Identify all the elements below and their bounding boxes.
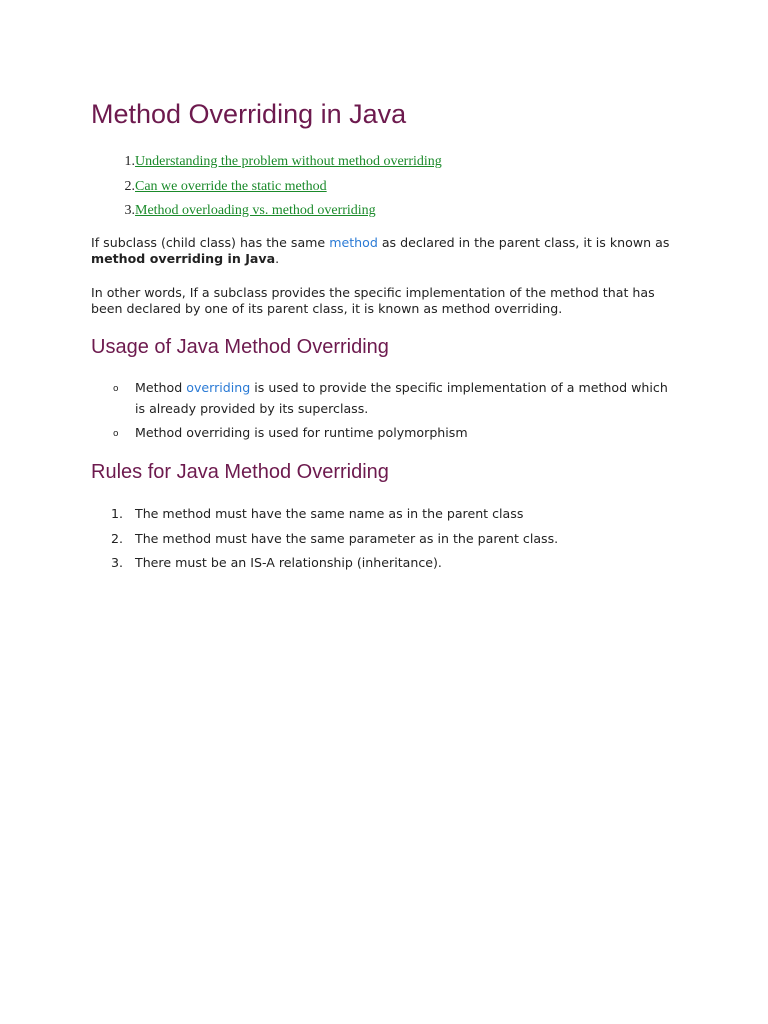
rule-number: 3. xyxy=(111,555,124,570)
toc-item-number: 1. xyxy=(124,154,135,169)
toc-item xyxy=(91,150,442,175)
intro-text-end: . xyxy=(275,251,280,266)
usage-list xyxy=(91,378,681,448)
page-title: Method Overriding in Java xyxy=(91,99,407,129)
other-words-paragraph: In other words, If a subclass provides the specific implementation of the method that has been declared by one of its parent class, it is known as method overriding. xyxy=(91,285,655,316)
rule-text: There must be an IS-A relationship (inheritance). xyxy=(135,555,442,570)
overriding-link[interactable]: overriding xyxy=(186,380,251,395)
rule-number: 2. xyxy=(111,530,124,546)
intro-text: If subclass (child class) has the same xyxy=(91,235,330,250)
rule-item xyxy=(91,551,681,576)
toc-link-override-static-method[interactable]: Can we override the static method xyxy=(135,178,327,194)
rules-list xyxy=(91,502,681,576)
bullet-marker: o xyxy=(113,429,119,439)
rule-number: 1. xyxy=(111,506,124,521)
toc-item-number: 3. xyxy=(124,203,135,218)
intro-text-cont: as declared in the parent class, it is known as xyxy=(377,235,670,250)
toc-link-overloading-vs-overriding[interactable]: Method overloading vs. method overriding xyxy=(135,203,376,218)
rule-text: The method must have the same name as in the parent class xyxy=(135,506,524,521)
method-link[interactable]: method xyxy=(329,235,378,250)
rule-item xyxy=(91,502,681,527)
rule-text: The method must have the same parameter as in the parent class. xyxy=(135,530,559,546)
toc-item xyxy=(91,199,442,224)
bullet-marker: o xyxy=(113,384,119,394)
usage-item-text-cont: is used to provide the specific implementation of a method which is already provided by its superclass. xyxy=(135,380,668,416)
usage-item xyxy=(91,423,681,444)
intro-paragraph xyxy=(91,235,671,267)
usage-item-text: Method xyxy=(135,380,187,395)
usage-item-text: Method overriding is used for runtime polymorphism xyxy=(135,425,468,440)
toc-item xyxy=(91,175,442,200)
usage-heading: Usage of Java Method Overriding xyxy=(91,336,389,358)
table-of-contents xyxy=(91,150,442,224)
toc-item-number: 2. xyxy=(124,178,135,194)
intro-bold-term: method overriding in Java xyxy=(91,251,276,266)
usage-item xyxy=(91,378,681,419)
rules-heading: Rules for Java Method Overriding xyxy=(91,461,389,483)
rule-item xyxy=(91,527,681,552)
toc-link-problem-without-overriding[interactable]: Understanding the problem without method overriding xyxy=(135,154,442,169)
